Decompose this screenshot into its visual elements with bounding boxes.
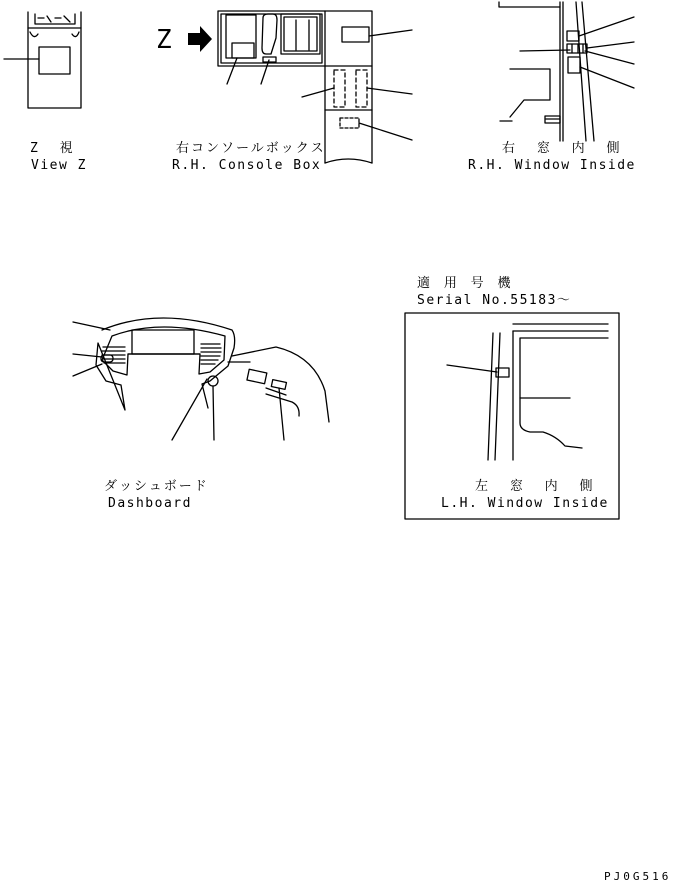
z-view-arrow — [188, 26, 212, 52]
leader-line — [302, 88, 334, 97]
leader-line — [73, 322, 110, 330]
lh-window-title-en: L.H. Window Inside — [441, 496, 609, 511]
leader-line — [367, 88, 412, 94]
dashboard-title-jp: ダッシュボード — [104, 479, 209, 494]
leader-line — [227, 58, 237, 84]
rh-window-figure — [499, 2, 634, 141]
window-label-plate — [567, 44, 587, 53]
console-label-plate — [263, 57, 276, 62]
console-box-title-jp: 右コンソールボックス — [176, 141, 326, 156]
leader-line — [213, 386, 214, 440]
view-z-title-en: View Z — [31, 158, 87, 173]
leader-line — [73, 354, 102, 357]
view-z-title-jp: Z 視 — [30, 141, 80, 156]
console-label-plate — [334, 70, 345, 107]
rh-window-title-jp: 右 窓 内 側 — [502, 141, 627, 156]
console-label-plate — [232, 43, 254, 58]
dashboard-title-en: Dashboard — [108, 496, 192, 511]
arrow-icon — [188, 26, 212, 52]
applicable-serial-jp: 適 用 号 機 — [417, 276, 514, 291]
leader-line — [447, 365, 497, 372]
rh-window-title-en: R.H. Window Inside — [468, 158, 636, 173]
leader-line — [585, 51, 634, 64]
z-arrow-letter: Z — [156, 25, 172, 55]
leader-line — [579, 17, 634, 36]
leader-line — [587, 42, 634, 48]
console-box-title-en: R.H. Console Box — [172, 158, 322, 173]
leader-line — [369, 30, 412, 36]
leader-line — [73, 364, 102, 376]
leader-line — [359, 123, 412, 140]
dashboard-label-plate — [247, 369, 267, 384]
window-label-plate — [567, 31, 579, 41]
console-label-plate — [356, 70, 367, 107]
console-label-plate — [340, 118, 359, 128]
drawing-code: PJ0G516 — [604, 870, 672, 883]
dashboard-figure — [73, 318, 329, 440]
leader-line — [279, 388, 284, 440]
console-label-plate — [342, 27, 369, 42]
view-z-label-plate — [39, 47, 70, 74]
leader-line — [172, 379, 207, 440]
window-label-plate — [568, 57, 580, 73]
lh-window-title-jp: 左 窓 内 側 — [475, 479, 600, 494]
applicable-serial-number: Serial No.55183～ — [417, 293, 572, 308]
view-z-figure — [4, 12, 81, 108]
